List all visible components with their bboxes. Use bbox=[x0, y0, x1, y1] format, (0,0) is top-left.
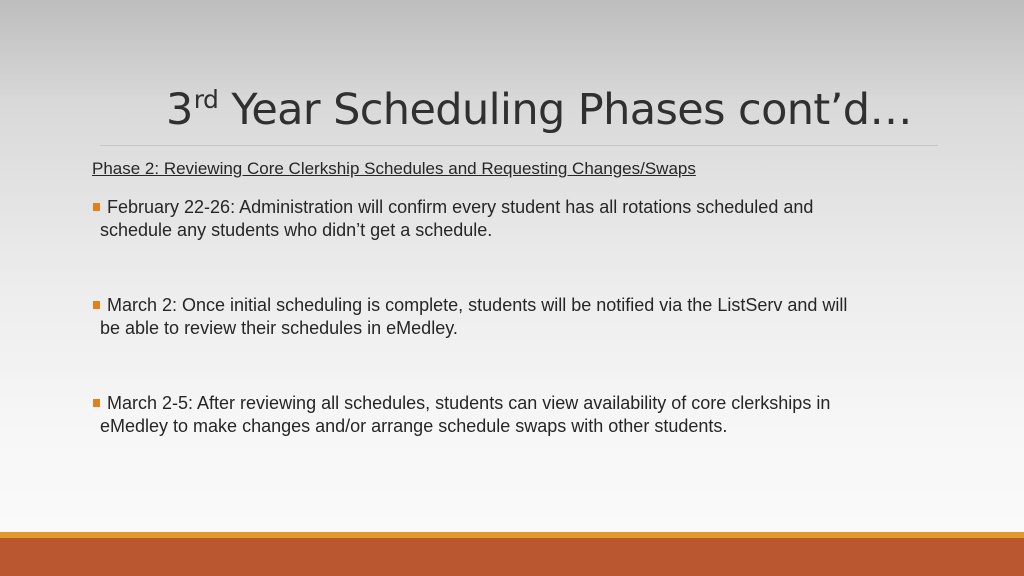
phase-subheading: Phase 2: Reviewing Core Clerkship Schedules and Requesting Changes/Swaps bbox=[92, 159, 696, 178]
bullet-item-3 bbox=[92, 392, 942, 438]
bullet-text-1 bbox=[100, 196, 927, 242]
bullet-2-line-1: March 2: Once initial scheduling is complete, students will be notified via the ListServ and will bbox=[107, 295, 848, 315]
bullet-3-line-1: March 2-5: After reviewing all schedules, students can view availability of core clerkships in bbox=[107, 393, 831, 413]
slide-title bbox=[166, 82, 926, 144]
title-number: 3 bbox=[166, 85, 193, 135]
bullet-1-line-1: February 22-26: Administration will confirm every student has all rotations scheduled and bbox=[107, 197, 814, 217]
square-bullet-icon bbox=[93, 203, 100, 211]
bullet-item-1 bbox=[92, 196, 942, 242]
square-bullet-icon bbox=[93, 399, 100, 407]
title-superscript: rd bbox=[193, 85, 219, 114]
bullet-item-2 bbox=[92, 294, 942, 340]
bullet-list bbox=[92, 196, 942, 438]
footer-bar bbox=[0, 538, 1024, 576]
bullet-1-line-2: schedule any students who didn’t get a schedule. bbox=[100, 220, 493, 240]
bullet-text-3 bbox=[100, 392, 927, 438]
title-text: Year Scheduling Phases cont’d… bbox=[231, 85, 912, 135]
square-bullet-icon bbox=[93, 301, 100, 309]
bullet-2-line-2: be able to review their schedules in eMedley. bbox=[100, 318, 458, 338]
bullet-text-2 bbox=[100, 294, 927, 340]
bullet-3-line-2: eMedley to make changes and/or arrange schedule swaps with other students. bbox=[100, 416, 728, 436]
title-divider bbox=[100, 145, 938, 146]
slide-title-wrap bbox=[166, 82, 926, 142]
